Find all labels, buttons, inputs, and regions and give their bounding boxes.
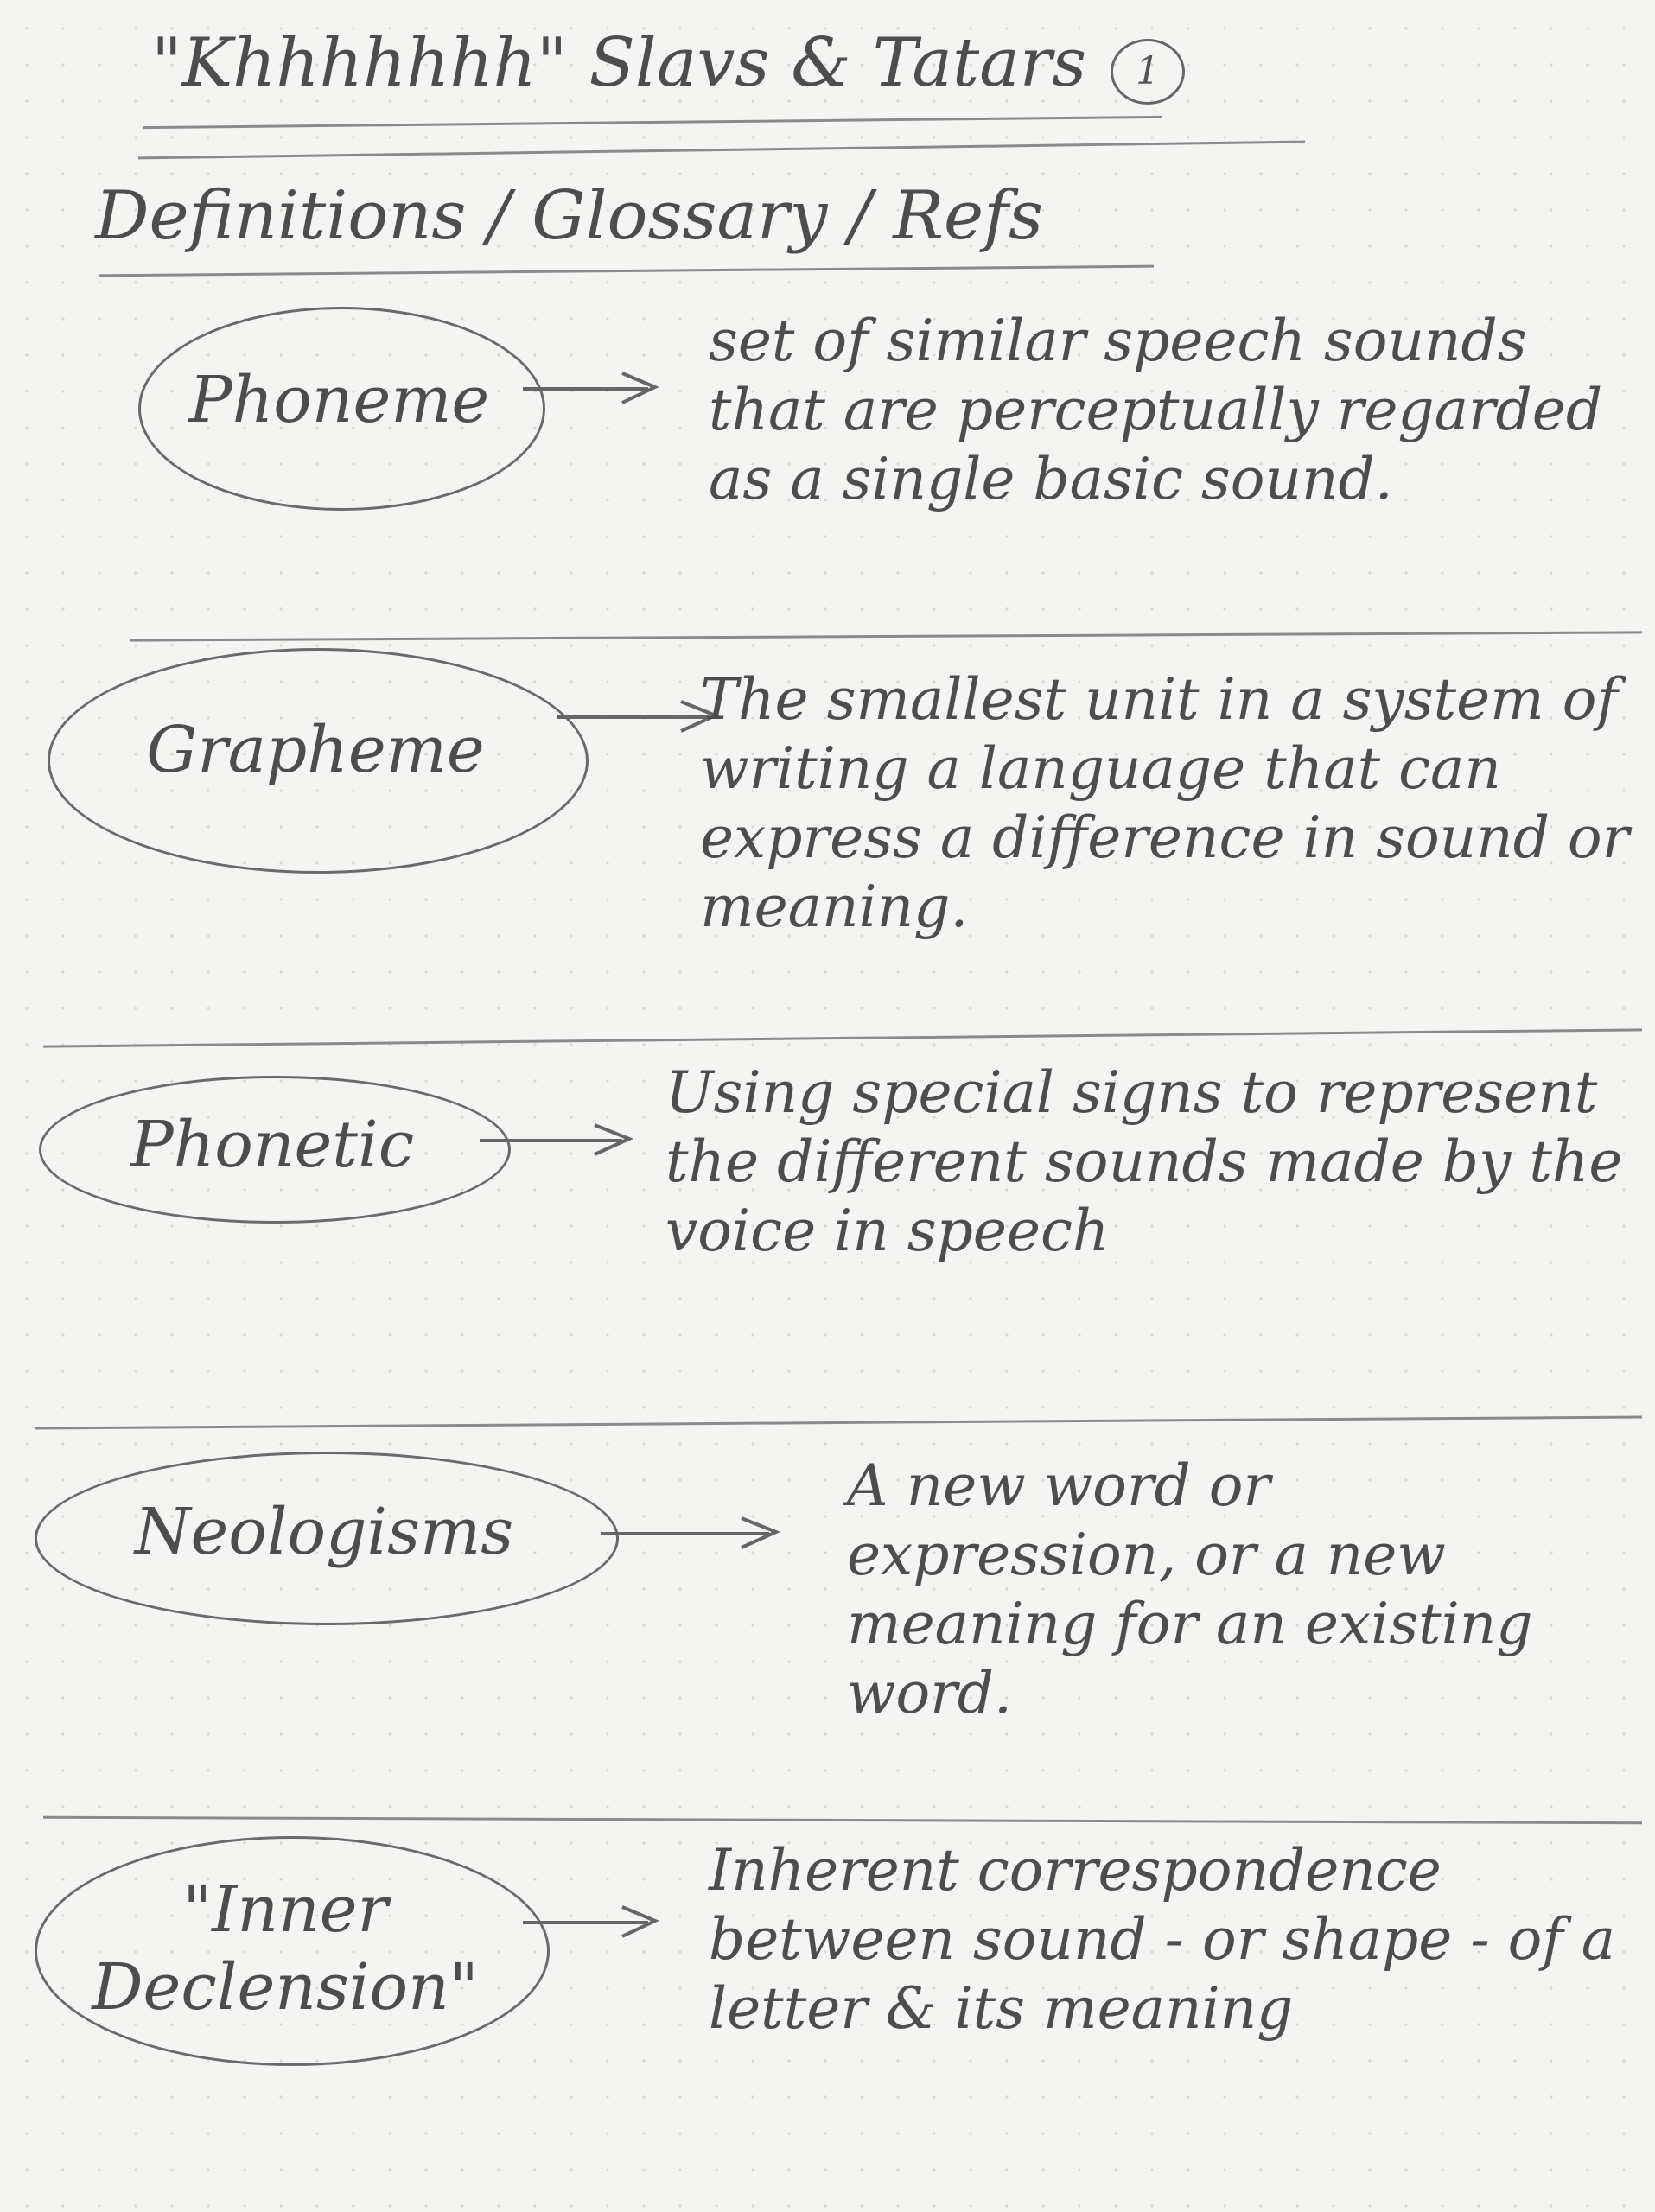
definition-text: Using special signs to represent the different sounds made by the voice in speech <box>665 1059 1623 1264</box>
arrow-icon <box>475 1115 640 1166</box>
page-title: "Khhhhhhh" Slavs & Tatars <box>151 24 1087 102</box>
title-underline-2 <box>138 141 1305 160</box>
definition-text: A new word or expression, or a new meaning for an existing word. <box>847 1452 1533 1726</box>
term-label: Phonetic <box>130 1108 415 1182</box>
term-label: "Inner Declension" <box>92 1872 479 2024</box>
arrow-icon <box>519 363 665 415</box>
section-heading-underline <box>99 265 1154 277</box>
section-heading: Definitions / Glossary / Refs <box>95 177 1044 255</box>
definition-text: set of similar speech sounds that are perceptually regarded as a single basic sound. <box>709 308 1603 512</box>
arrow-icon <box>519 1897 665 1948</box>
page-number-badge: 1 <box>1111 39 1185 105</box>
entry-divider <box>43 1816 1642 1824</box>
title-underline <box>143 116 1162 129</box>
definition-text: Inherent correspondence between sound - or shape - of a letter & its meaning <box>709 1837 1616 2042</box>
entry-divider <box>130 631 1642 641</box>
term-label: Neologisms <box>134 1495 514 1569</box>
term-label: Grapheme <box>146 713 485 787</box>
arrow-icon <box>596 1508 786 1560</box>
entry-divider <box>43 1028 1642 1047</box>
term-label: Phoneme <box>188 363 490 437</box>
entry-divider <box>35 1416 1642 1430</box>
definition-text: The smallest unit in a system of writing a language that can express a difference in sound or meaning. <box>700 666 1630 940</box>
